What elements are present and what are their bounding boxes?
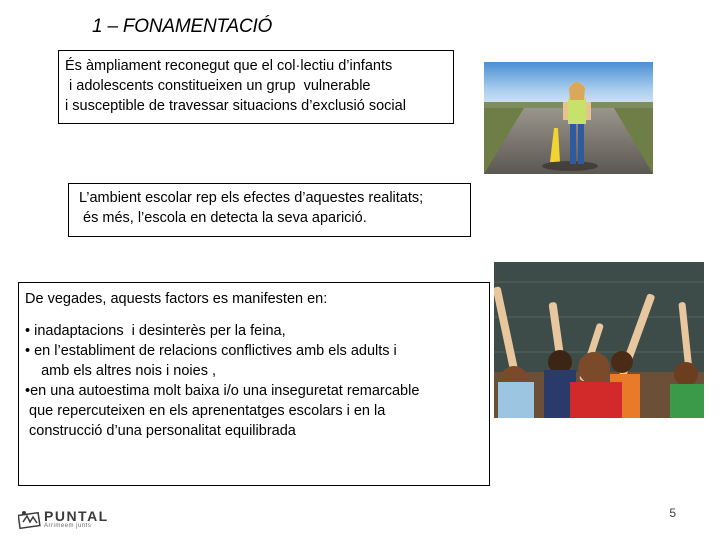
- context-line-1: L’ambient escolar rep els efectes d’aquestes realitats;: [79, 190, 424, 206]
- intro-line-2: i adolescents constitueixen un grup vulnerable: [65, 78, 371, 94]
- intro-line-3: i susceptible de travessar situacions d’exclusió social: [65, 98, 406, 114]
- intro-line-1: És àmpliament reconegut que el col·lectiu d’infants: [65, 58, 393, 74]
- manifestation-item: •en una autoestima molt baixa i/o una inseguretat remarcable: [25, 383, 420, 399]
- page-number: 5: [669, 506, 676, 520]
- manifestation-item: que repercuteixen en els aprenentatges escolars i en la: [25, 403, 386, 419]
- intro-text-box: [58, 50, 454, 124]
- manifestation-item: construcció d’una personalitat equilibrada: [25, 423, 296, 439]
- school-context-box: [68, 183, 471, 237]
- manifestation-item: • en l’establiment de relacions conflictives amb els adults i: [25, 343, 397, 359]
- logo-tagline: Arrimeem junts: [44, 523, 92, 529]
- manifestations-intro: De vegades, aquests factors es manifesten en:: [25, 291, 328, 307]
- logo-name: PUNTAL: [44, 508, 109, 524]
- context-line-2: és més, l’escola en detecta la seva aparició.: [79, 210, 367, 226]
- puntal-logo-icon: [18, 508, 42, 530]
- puntal-logo: [18, 508, 109, 532]
- manifestation-item: amb els altres nois i noies ,: [25, 363, 216, 379]
- manifestations-box: [18, 282, 490, 486]
- slide-title: 1 – FONAMENTACIÓ: [92, 16, 273, 37]
- manifestation-item: • inadaptacions i desinterès per la feina,: [25, 323, 286, 339]
- girl-on-road-photo: [484, 62, 653, 174]
- classroom-hands-up-photo: [494, 262, 704, 418]
